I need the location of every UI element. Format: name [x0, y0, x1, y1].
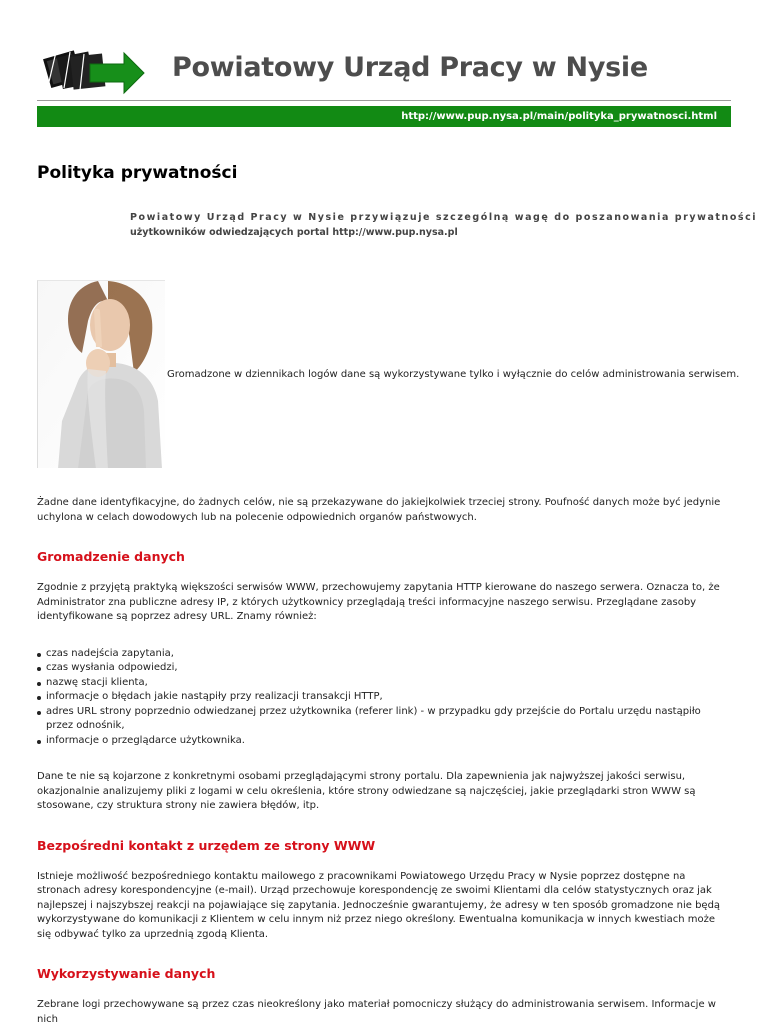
photo-row	[37, 280, 740, 468]
list-item: czas nadejścia zapytania,	[37, 647, 731, 662]
site-title: Powiatowy Urząd Pracy w Nysie	[172, 52, 648, 83]
paragraph-data-analysis: Dane te nie są kojarzone z konkretnymi osobami przeglądającymi strony portalu. Dla zapewnienia jak najwyższej jakości serwisu, okazjonalnie analizujemy pliki z logami w celu określenia, które strony odwiedzane są najczęściej, jakie przeglądarki stron WWW są stosowane, czy struktura strony nie zawiera błędów, itp.	[37, 771, 696, 811]
main-content	[37, 160, 758, 1027]
site-header	[0, 0, 768, 132]
paragraph-data-collection: Zgodnie z przyjętą praktyką większości serwisów WWW, przechowujemy zapytania HTTP kierowane do naszego serwera. Oznacza to, że Administrator zna publiczne adresy IP, z których użytkownicy przeglądają treści informacyjne naszego serwisu. Przeglądane zasoby identyfikowane są poprzez adresy URL. Znamy również:	[37, 582, 720, 622]
list-item: czas wysłania odpowiedzi,	[37, 661, 731, 676]
woman-pointing-photo	[37, 280, 165, 468]
page-url-link[interactable]: http://www.pup.nysa.pl/main/polityka_prywatnosci.html	[401, 111, 717, 122]
section-heading-data-collection: Gromadzenie danych	[37, 549, 185, 564]
list-item: nazwę stacji klienta,	[37, 676, 731, 691]
photo-caption: Gromadzone w dziennikach logów dane są wykorzystywane tylko i wyłącznie do celów administrowania serwisem.	[167, 368, 740, 380]
section-heading-data-usage: Wykorzystywanie danych	[37, 966, 216, 981]
intro-text	[130, 210, 758, 240]
list-item: informacje o przeglądarce użytkownika.	[37, 734, 731, 749]
paragraph-direct-contact: Istnieje możliwość bezpośredniego kontaktu mailowego z pracownikami Powiatowego Urzędu Pracy w Nysie poprzez dostępne na stronach adresy korespondencyjne (e-mail). Urząd przechowuje korespondencję ze swoimi Klientami dla celów statystycznych oraz jak najlepszej i najszybszej reakcji na pojawiające się zapytania. Jednocześnie gwarantujemy, że adresy w ten sposób gromadzone nie będą wykorzystywane do komunikacji z Klientem w celu innym niż przez niego określony. Ewentualna komunikacja w innych kwestiach może się odbywać tylko za uprzednią zgodą Klienta.	[37, 870, 721, 940]
intro-line-2: użytkowników odwiedzających portal http://www.pup.nysa.pl	[130, 227, 458, 238]
intro-line-1: Powiatowy Urząd Pracy w Nysie przywiązuje szczególną wagę do poszanowania prywatności	[130, 212, 758, 223]
header-divider	[37, 100, 731, 101]
url-bar	[37, 106, 731, 127]
section-heading-direct-contact: Bezpośredni kontakt z urzędem ze strony WWW	[37, 837, 376, 853]
paragraph-data-usage: Zebrane logi przechowywane są przez czas nieokreślony jako materiał pomocniczy służący do administrowania serwisem. Informacje w nich	[37, 999, 716, 1025]
list-item: adres URL strony poprzednio odwiedzanej przez użytkownika (referer link) - w przypadku gdy przejście do Portalu urzędu nastąpiło przez odnośnik,	[37, 705, 731, 734]
list-item: informacje o błędach jakie nastąpiły przy realizacji transakcji HTTP,	[37, 690, 731, 705]
paragraph-confidentiality: Żadne dane identyfikacyjne, do żadnych celów, nie są przekazywane do jakiejkolwiek trzeciej strony. Poufność danych może być jedynie uchylona w celach dowodowych lub na polecenie odpowiednich organów państwowych.	[37, 497, 721, 523]
collected-data-list	[37, 647, 731, 749]
page-title: Polityka prywatności	[37, 163, 238, 183]
logo-arrow-icon	[38, 40, 148, 98]
